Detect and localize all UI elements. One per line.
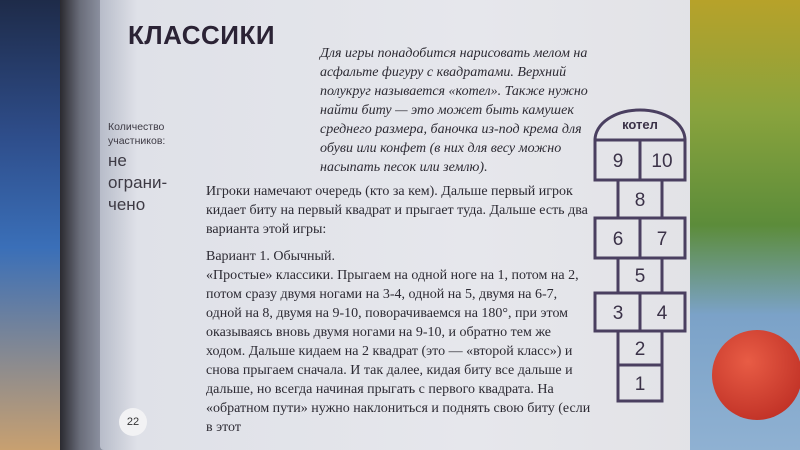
cell-label-2: 2 [634, 339, 646, 360]
cell-label-6: 6 [612, 229, 624, 250]
cell-label-4: 4 [656, 303, 668, 324]
paragraph-variant-1: «Простые» классики. Прыгаем на одной ноге на 1, потом на 2, потом сразу двумя ногами на 3-4, одной на 5, двумя на 6-7, одной на 8, двумя на 9-10, поворачиваемся на 180°, при этом оказываясь вновь двумя ногами на 9-10, и обратно тем же ходом. Дальше кидаем на 2 квадрат (это — «второй класс») и снова прыгаем сначала. И так далее, кидая биту все дальше и дальше, но всегда начиная прыгать с первого квадрата. На «обратном пути» нужно наклониться и поднять свою биту (если в этот [206, 268, 591, 435]
participants-label: Количество участников: [108, 121, 166, 147]
cell-label-1: 1 [634, 374, 646, 395]
page-title: КЛАССИКИ [128, 20, 276, 50]
variant-title: Вариант 1. Обычный. [206, 249, 335, 264]
page-number: 22 [119, 408, 147, 436]
participants-sidebar [108, 120, 190, 216]
cell-label-10: 10 [651, 151, 673, 172]
cell-label-5: 5 [634, 266, 646, 287]
main-text [206, 182, 591, 445]
cell-label-8: 8 [634, 190, 646, 211]
paragraph-order: Игроки намечают очередь (кто за кем). Дальше первый игрок кидает биту на первый квадрат и прыгает туда. Дальше есть два варианта этой игры: [206, 184, 588, 237]
participants-value: не ограни-чено [108, 151, 168, 214]
red-ball-illustration [712, 330, 800, 420]
intro-text: Для игры понадобится нарисовать мелом на асфальте фигуру с квадратами. Верхний полукруг называется «котел». Также нужно найти биту — это может быть камушек среднего размера, баночка из-под крема для обуви или конфет (в них для весу можно насыпать песок или землю). [320, 46, 588, 175]
cell-label-9: 9 [612, 151, 624, 172]
cell-label-7: 7 [656, 229, 668, 250]
hopscotch-diagram [590, 105, 690, 405]
cell-label-3: 3 [612, 303, 624, 324]
kotel-label: котел [622, 117, 658, 132]
